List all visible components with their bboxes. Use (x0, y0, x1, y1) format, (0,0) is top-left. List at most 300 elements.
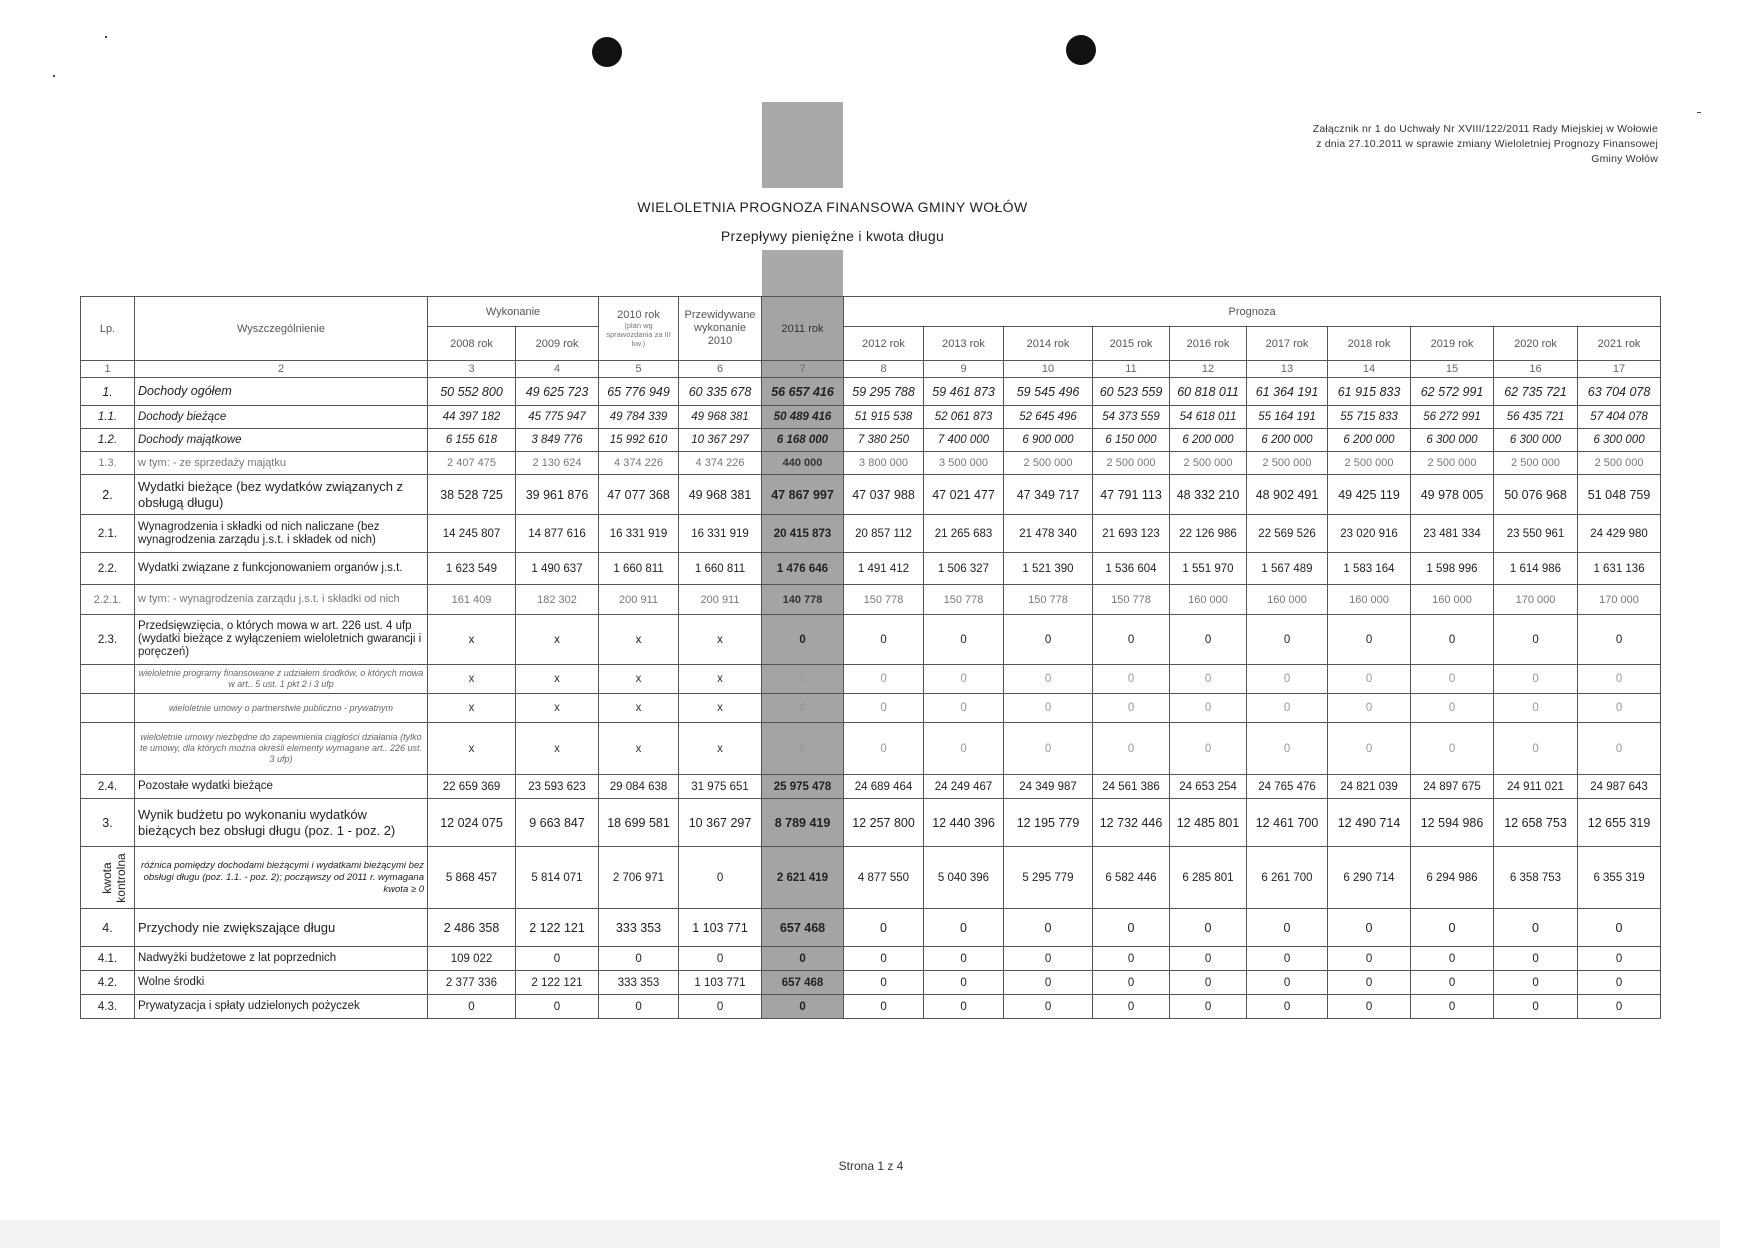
value-cell: 51 915 538 (844, 406, 924, 429)
header-year-2008: 2008 rok (428, 327, 516, 361)
row-label: Dochody ogółem (135, 378, 428, 406)
value-cell: 23 550 961 (1494, 515, 1578, 553)
table-row (81, 452, 1661, 475)
value-cell: 0 (1004, 723, 1093, 775)
value-cell: 15 992 610 (599, 429, 679, 452)
value-cell: 2 486 358 (428, 909, 516, 947)
row-label: różnica pomiędzy dochodami bieżącymi i wydatkami bieżącymi bez obsługi długu (poz. 1.1. - poz. 2); począwszy od 2011 r. wymagana kwota ≥ 0 (135, 847, 428, 909)
column-number: 6 (679, 361, 762, 378)
value-cell: 109 022 (428, 947, 516, 971)
row-label: wieloletnie programy finansowane z udziałem środków, o których mowa w art.. 5 ust. 1 pkt 2 i 3 ufp (135, 665, 428, 694)
column-number-row (81, 361, 1661, 378)
value-cell: 16 331 919 (679, 515, 762, 553)
value-cell: 6 155 618 (428, 429, 516, 452)
value-cell: 6 200 000 (1170, 429, 1247, 452)
value-cell: 49 784 339 (599, 406, 679, 429)
value-cell: x (599, 615, 679, 665)
value-cell: 2 500 000 (1247, 452, 1328, 475)
row-label: w tym: - wynagrodzenia zarządu j.s.t. i składki od nich (135, 585, 428, 615)
value-cell: 22 126 986 (1170, 515, 1247, 553)
header-description: Wyszczególnienie (135, 297, 428, 361)
value-cell: 0 (599, 947, 679, 971)
value-cell: 12 594 986 (1411, 799, 1494, 847)
value-cell: 38 528 725 (428, 475, 516, 515)
value-cell: 0 (1170, 909, 1247, 947)
value-cell: 1 103 771 (679, 971, 762, 995)
value-cell: 8 789 419 (762, 799, 844, 847)
table-row (81, 847, 1661, 909)
value-cell: 0 (924, 995, 1004, 1019)
value-cell: 21 265 683 (924, 515, 1004, 553)
value-cell: 0 (1247, 971, 1328, 995)
value-cell: 24 349 987 (1004, 775, 1093, 799)
value-cell: 12 732 446 (1093, 799, 1170, 847)
row-number (81, 847, 135, 909)
value-cell: 55 715 833 (1328, 406, 1411, 429)
forecast-table (80, 296, 1661, 1019)
value-cell: 31 975 651 (679, 775, 762, 799)
value-cell: 333 353 (599, 971, 679, 995)
value-cell: 20 857 112 (844, 515, 924, 553)
value-cell: 0 (679, 947, 762, 971)
attachment-line: Gminy Wołów (1591, 153, 1658, 165)
value-cell: 24 429 980 (1578, 515, 1661, 553)
header-przewidywane: Przewidywane wykonanie 2010 (679, 297, 762, 361)
value-cell: 0 (1170, 947, 1247, 971)
value-cell: 2 500 000 (1494, 452, 1578, 475)
column-number: 14 (1328, 361, 1411, 378)
scan-bottom-edge (0, 1220, 1720, 1248)
row-label: Wolne środki (135, 971, 428, 995)
value-cell: 24 821 039 (1328, 775, 1411, 799)
value-cell: 52 061 873 (924, 406, 1004, 429)
value-cell: 200 911 (599, 585, 679, 615)
value-cell: 0 (1411, 909, 1494, 947)
value-cell: 12 440 396 (924, 799, 1004, 847)
value-cell: 10 367 297 (679, 429, 762, 452)
table-row (81, 947, 1661, 971)
table-row (81, 995, 1661, 1019)
row-number: 1. (81, 378, 135, 406)
value-cell: 5 814 071 (516, 847, 599, 909)
column-number: 4 (516, 361, 599, 378)
row-label: wieloletnie umowy o partnerstwie publiczno - prywatnym (135, 694, 428, 723)
value-cell: 9 663 847 (516, 799, 599, 847)
value-cell: 3 800 000 (844, 452, 924, 475)
header-forecast-year: 2021 rok (1578, 327, 1661, 361)
value-cell: 1 623 549 (428, 553, 516, 585)
value-cell: 12 490 714 (1328, 799, 1411, 847)
value-cell: 57 404 078 (1578, 406, 1661, 429)
header-wykonanie: Wykonanie (428, 297, 599, 327)
value-cell: x (679, 723, 762, 775)
value-cell: 2 500 000 (1170, 452, 1247, 475)
document-subtitle: Przepływy pieniężne i kwota długu (720, 228, 945, 244)
value-cell: 0 (924, 909, 1004, 947)
value-cell: 0 (1093, 694, 1170, 723)
value-cell: 24 897 675 (1411, 775, 1494, 799)
row-label: Wydatki związane z funkcjonowaniem organów j.s.t. (135, 553, 428, 585)
value-cell: 0 (1494, 665, 1578, 694)
value-cell: 6 261 700 (1247, 847, 1328, 909)
value-cell: 5 040 396 (924, 847, 1004, 909)
row-label: w tym: - ze sprzedaży majątku (135, 452, 428, 475)
value-cell: 6 150 000 (1093, 429, 1170, 452)
row-label: Przedsięwzięcia, o których mowa w art. 226 ust. 4 ufp (wydatki bieżące z wyłączeniem wieloletnich gwarancji i poręczeń) (135, 615, 428, 665)
value-cell: 39 961 876 (516, 475, 599, 515)
value-cell: 0 (1411, 723, 1494, 775)
scan-speck (105, 36, 107, 38)
row-label: Dochody majątkowe (135, 429, 428, 452)
value-cell: 23 481 334 (1411, 515, 1494, 553)
value-cell: 21 693 123 (1093, 515, 1170, 553)
value-cell: 2 500 000 (1411, 452, 1494, 475)
value-cell: 54 618 011 (1170, 406, 1247, 429)
value-cell: x (516, 615, 599, 665)
value-cell: 54 373 559 (1093, 406, 1170, 429)
value-cell: 0 (1494, 694, 1578, 723)
value-cell: 1 476 646 (762, 553, 844, 585)
value-cell: 0 (924, 971, 1004, 995)
table-row (81, 775, 1661, 799)
value-cell: 63 704 078 (1578, 378, 1661, 406)
value-cell: 0 (1170, 615, 1247, 665)
value-cell: 2 500 000 (1578, 452, 1661, 475)
header-2010-plan-note: (plan wg sprawozdania za III kw.) (606, 321, 671, 348)
value-cell: 3 500 000 (924, 452, 1004, 475)
value-cell: 0 (1494, 995, 1578, 1019)
row-label: Nadwyżki budżetowe z lat poprzednich (135, 947, 428, 971)
value-cell: 1 598 996 (1411, 553, 1494, 585)
value-cell: 0 (1004, 909, 1093, 947)
header-2010-plan (599, 297, 679, 361)
value-cell: 0 (1328, 995, 1411, 1019)
value-cell: 0 (844, 694, 924, 723)
table-row (81, 909, 1661, 947)
value-cell: 0 (762, 615, 844, 665)
value-cell: 0 (1093, 723, 1170, 775)
column-number: 10 (1004, 361, 1093, 378)
column-number: 7 (762, 361, 844, 378)
header-forecast-year: 2020 rok (1494, 327, 1578, 361)
value-cell: 1 491 412 (844, 553, 924, 585)
value-cell: 150 778 (1093, 585, 1170, 615)
row-label: Wynik budżetu po wykonaniu wydatków bieżących bez obsługi długu (poz. 1 - poz. 2) (135, 799, 428, 847)
value-cell: 140 778 (762, 585, 844, 615)
value-cell: 24 689 464 (844, 775, 924, 799)
row-label: wieloletnie umowy niezbędne do zapewnienia ciągłości działania (tylko te umowy, dla których można określi elementy wymagane art.. 226 ust. 3 ufp) (135, 723, 428, 775)
value-cell: 12 461 700 (1247, 799, 1328, 847)
value-cell: 47 791 113 (1093, 475, 1170, 515)
value-cell: 0 (428, 995, 516, 1019)
value-cell: 16 331 919 (599, 515, 679, 553)
value-cell: 12 485 801 (1170, 799, 1247, 847)
value-cell: 48 332 210 (1170, 475, 1247, 515)
value-cell: 0 (1411, 665, 1494, 694)
value-cell: 0 (1004, 665, 1093, 694)
row-number: 3. (81, 799, 135, 847)
value-cell: 51 048 759 (1578, 475, 1661, 515)
value-cell: 3 849 776 (516, 429, 599, 452)
value-cell: 50 552 800 (428, 378, 516, 406)
value-cell: 0 (1411, 694, 1494, 723)
row-label: Dochody bieżące (135, 406, 428, 429)
row-number (81, 694, 135, 723)
value-cell: 6 168 000 (762, 429, 844, 452)
value-cell: 49 978 005 (1411, 475, 1494, 515)
row-number: 4.1. (81, 947, 135, 971)
value-cell: 0 (1247, 665, 1328, 694)
value-cell: 6 900 000 (1004, 429, 1093, 452)
table-row (81, 406, 1661, 429)
value-cell: 0 (1247, 694, 1328, 723)
header-lp: Lp. (81, 297, 135, 361)
value-cell: 2 500 000 (1328, 452, 1411, 475)
value-cell: 6 300 000 (1494, 429, 1578, 452)
value-cell: 1 631 136 (1578, 553, 1661, 585)
value-cell: x (679, 615, 762, 665)
value-cell: 0 (1170, 971, 1247, 995)
value-cell: 0 (1004, 694, 1093, 723)
value-cell: 2 130 624 (516, 452, 599, 475)
table-row (81, 585, 1661, 615)
value-cell: 23 020 916 (1328, 515, 1411, 553)
header-forecast-year: 2019 rok (1411, 327, 1494, 361)
value-cell: 12 257 800 (844, 799, 924, 847)
value-cell: 0 (1328, 723, 1411, 775)
value-cell: 0 (844, 665, 924, 694)
value-cell: 440 000 (762, 452, 844, 475)
value-cell: 0 (1578, 947, 1661, 971)
value-cell: 4 374 226 (599, 452, 679, 475)
value-cell: 62 572 991 (1411, 378, 1494, 406)
value-cell: 0 (1004, 947, 1093, 971)
value-cell: 0 (1411, 995, 1494, 1019)
value-cell: 0 (516, 995, 599, 1019)
value-cell: 333 353 (599, 909, 679, 947)
value-cell: 1 490 637 (516, 553, 599, 585)
punch-hole (592, 37, 622, 67)
value-cell: 0 (1578, 971, 1661, 995)
value-cell: 24 987 643 (1578, 775, 1661, 799)
value-cell: 160 000 (1247, 585, 1328, 615)
value-cell: 2 621 419 (762, 847, 844, 909)
value-cell: 160 000 (1411, 585, 1494, 615)
value-cell: 24 249 467 (924, 775, 1004, 799)
value-cell: 21 478 340 (1004, 515, 1093, 553)
value-cell: 12 655 319 (1578, 799, 1661, 847)
table-row (81, 665, 1661, 694)
value-cell: 0 (762, 947, 844, 971)
value-cell: 0 (679, 995, 762, 1019)
value-cell: 22 569 526 (1247, 515, 1328, 553)
value-cell: 0 (1578, 723, 1661, 775)
column-number: 11 (1093, 361, 1170, 378)
value-cell: 657 468 (762, 909, 844, 947)
control-sum-label: kwota kontrolna (100, 852, 128, 903)
header-2011: 2011 rok (762, 297, 844, 361)
value-cell: 60 523 559 (1093, 378, 1170, 406)
value-cell: 0 (1411, 947, 1494, 971)
scan-highlight-block (762, 250, 843, 296)
value-cell: 50 489 416 (762, 406, 844, 429)
value-cell: 59 545 496 (1004, 378, 1093, 406)
value-cell: 0 (844, 971, 924, 995)
row-number (81, 665, 135, 694)
attachment-line: z dnia 27.10.2011 w sprawie zmiany Wieloletniej Prognozy Finansowej (1316, 138, 1658, 150)
value-cell: 5 295 779 (1004, 847, 1093, 909)
value-cell: 59 295 788 (844, 378, 924, 406)
value-cell: 0 (1247, 909, 1328, 947)
row-number: 2.2.1. (81, 585, 135, 615)
row-number: 2.2. (81, 553, 135, 585)
attachment-note (1313, 122, 1658, 167)
value-cell: x (428, 665, 516, 694)
value-cell: 7 400 000 (924, 429, 1004, 452)
value-cell: 0 (924, 615, 1004, 665)
value-cell: 0 (844, 909, 924, 947)
value-cell: 1 521 390 (1004, 553, 1093, 585)
value-cell: 0 (762, 723, 844, 775)
value-cell: 2 122 121 (516, 971, 599, 995)
value-cell: 2 377 336 (428, 971, 516, 995)
value-cell: 2 407 475 (428, 452, 516, 475)
value-cell: 6 294 986 (1411, 847, 1494, 909)
value-cell: 0 (679, 847, 762, 909)
column-number: 15 (1411, 361, 1494, 378)
value-cell: 56 272 991 (1411, 406, 1494, 429)
value-cell: 0 (1247, 723, 1328, 775)
value-cell: 44 397 182 (428, 406, 516, 429)
scan-highlight-block (762, 102, 843, 188)
row-number: 4. (81, 909, 135, 947)
table-row (81, 475, 1661, 515)
value-cell: 0 (1494, 909, 1578, 947)
row-number: 2.3. (81, 615, 135, 665)
value-cell: 60 818 011 (1170, 378, 1247, 406)
value-cell: 1 660 811 (679, 553, 762, 585)
value-cell: 0 (1004, 995, 1093, 1019)
punch-hole (1066, 35, 1096, 65)
value-cell: 0 (1328, 694, 1411, 723)
value-cell: 6 355 319 (1578, 847, 1661, 909)
value-cell: 6 358 753 (1494, 847, 1578, 909)
value-cell: 1 567 489 (1247, 553, 1328, 585)
value-cell: 0 (1578, 694, 1661, 723)
table-row (81, 694, 1661, 723)
value-cell: 24 653 254 (1170, 775, 1247, 799)
page-number: Strona 1 z 4 (838, 1159, 904, 1173)
value-cell: 18 699 581 (599, 799, 679, 847)
column-number: 12 (1170, 361, 1247, 378)
value-cell: 0 (1247, 947, 1328, 971)
value-cell: 12 024 075 (428, 799, 516, 847)
scan-speck (1697, 112, 1701, 113)
value-cell: 182 302 (516, 585, 599, 615)
value-cell: 1 536 604 (1093, 553, 1170, 585)
column-number: 5 (599, 361, 679, 378)
value-cell: 61 915 833 (1328, 378, 1411, 406)
value-cell: x (679, 665, 762, 694)
value-cell: 170 000 (1578, 585, 1661, 615)
table-row (81, 723, 1661, 775)
value-cell: 170 000 (1494, 585, 1578, 615)
value-cell: 0 (1170, 723, 1247, 775)
value-cell: x (428, 694, 516, 723)
header-forecast-year: 2016 rok (1170, 327, 1247, 361)
row-label: Prywatyzacja i spłaty udzielonych pożyczek (135, 995, 428, 1019)
value-cell: 0 (1578, 909, 1661, 947)
value-cell: 6 290 714 (1328, 847, 1411, 909)
value-cell: x (599, 723, 679, 775)
table-row (81, 429, 1661, 452)
header-forecast-year: 2018 rok (1328, 327, 1411, 361)
value-cell: 65 776 949 (599, 378, 679, 406)
table-row (81, 799, 1661, 847)
column-number: 9 (924, 361, 1004, 378)
value-cell: 45 775 947 (516, 406, 599, 429)
value-cell: 0 (1247, 995, 1328, 1019)
value-cell: 0 (844, 615, 924, 665)
value-cell: 20 415 873 (762, 515, 844, 553)
value-cell: 0 (1093, 909, 1170, 947)
value-cell: 1 660 811 (599, 553, 679, 585)
column-number: 2 (135, 361, 428, 378)
value-cell: x (428, 723, 516, 775)
value-cell: 0 (1093, 615, 1170, 665)
value-cell: 62 735 721 (1494, 378, 1578, 406)
value-cell: 1 551 970 (1170, 553, 1247, 585)
value-cell: 0 (1004, 615, 1093, 665)
value-cell: 0 (1578, 995, 1661, 1019)
value-cell: 150 778 (924, 585, 1004, 615)
value-cell: 6 300 000 (1578, 429, 1661, 452)
value-cell: 2 706 971 (599, 847, 679, 909)
row-number (81, 723, 135, 775)
column-number: 17 (1578, 361, 1661, 378)
value-cell: 49 425 119 (1328, 475, 1411, 515)
value-cell: x (599, 694, 679, 723)
value-cell: 0 (1494, 723, 1578, 775)
value-cell: 0 (1411, 971, 1494, 995)
table-row (81, 971, 1661, 995)
column-number: 16 (1494, 361, 1578, 378)
value-cell: 0 (844, 947, 924, 971)
row-label: Wydatki bieżące (bez wydatków związanych z obsługą długu) (135, 475, 428, 515)
value-cell: 47 037 988 (844, 475, 924, 515)
value-cell: 0 (844, 723, 924, 775)
value-cell: x (516, 694, 599, 723)
value-cell: 55 164 191 (1247, 406, 1328, 429)
value-cell: x (428, 615, 516, 665)
value-cell: 1 614 986 (1494, 553, 1578, 585)
value-cell: 47 077 368 (599, 475, 679, 515)
value-cell: 0 (1093, 947, 1170, 971)
value-cell: 0 (1004, 971, 1093, 995)
header-year-2009: 2009 rok (516, 327, 599, 361)
value-cell: 12 195 779 (1004, 799, 1093, 847)
value-cell: 1 506 327 (924, 553, 1004, 585)
row-label: Przychody nie zwiększające długu (135, 909, 428, 947)
value-cell: 2 500 000 (1093, 452, 1170, 475)
value-cell: 150 778 (844, 585, 924, 615)
table-row (81, 378, 1661, 406)
value-cell: 29 084 638 (599, 775, 679, 799)
value-cell: 6 582 446 (1093, 847, 1170, 909)
value-cell: 24 561 386 (1093, 775, 1170, 799)
value-cell: 0 (1328, 665, 1411, 694)
header-forecast-year: 2015 rok (1093, 327, 1170, 361)
